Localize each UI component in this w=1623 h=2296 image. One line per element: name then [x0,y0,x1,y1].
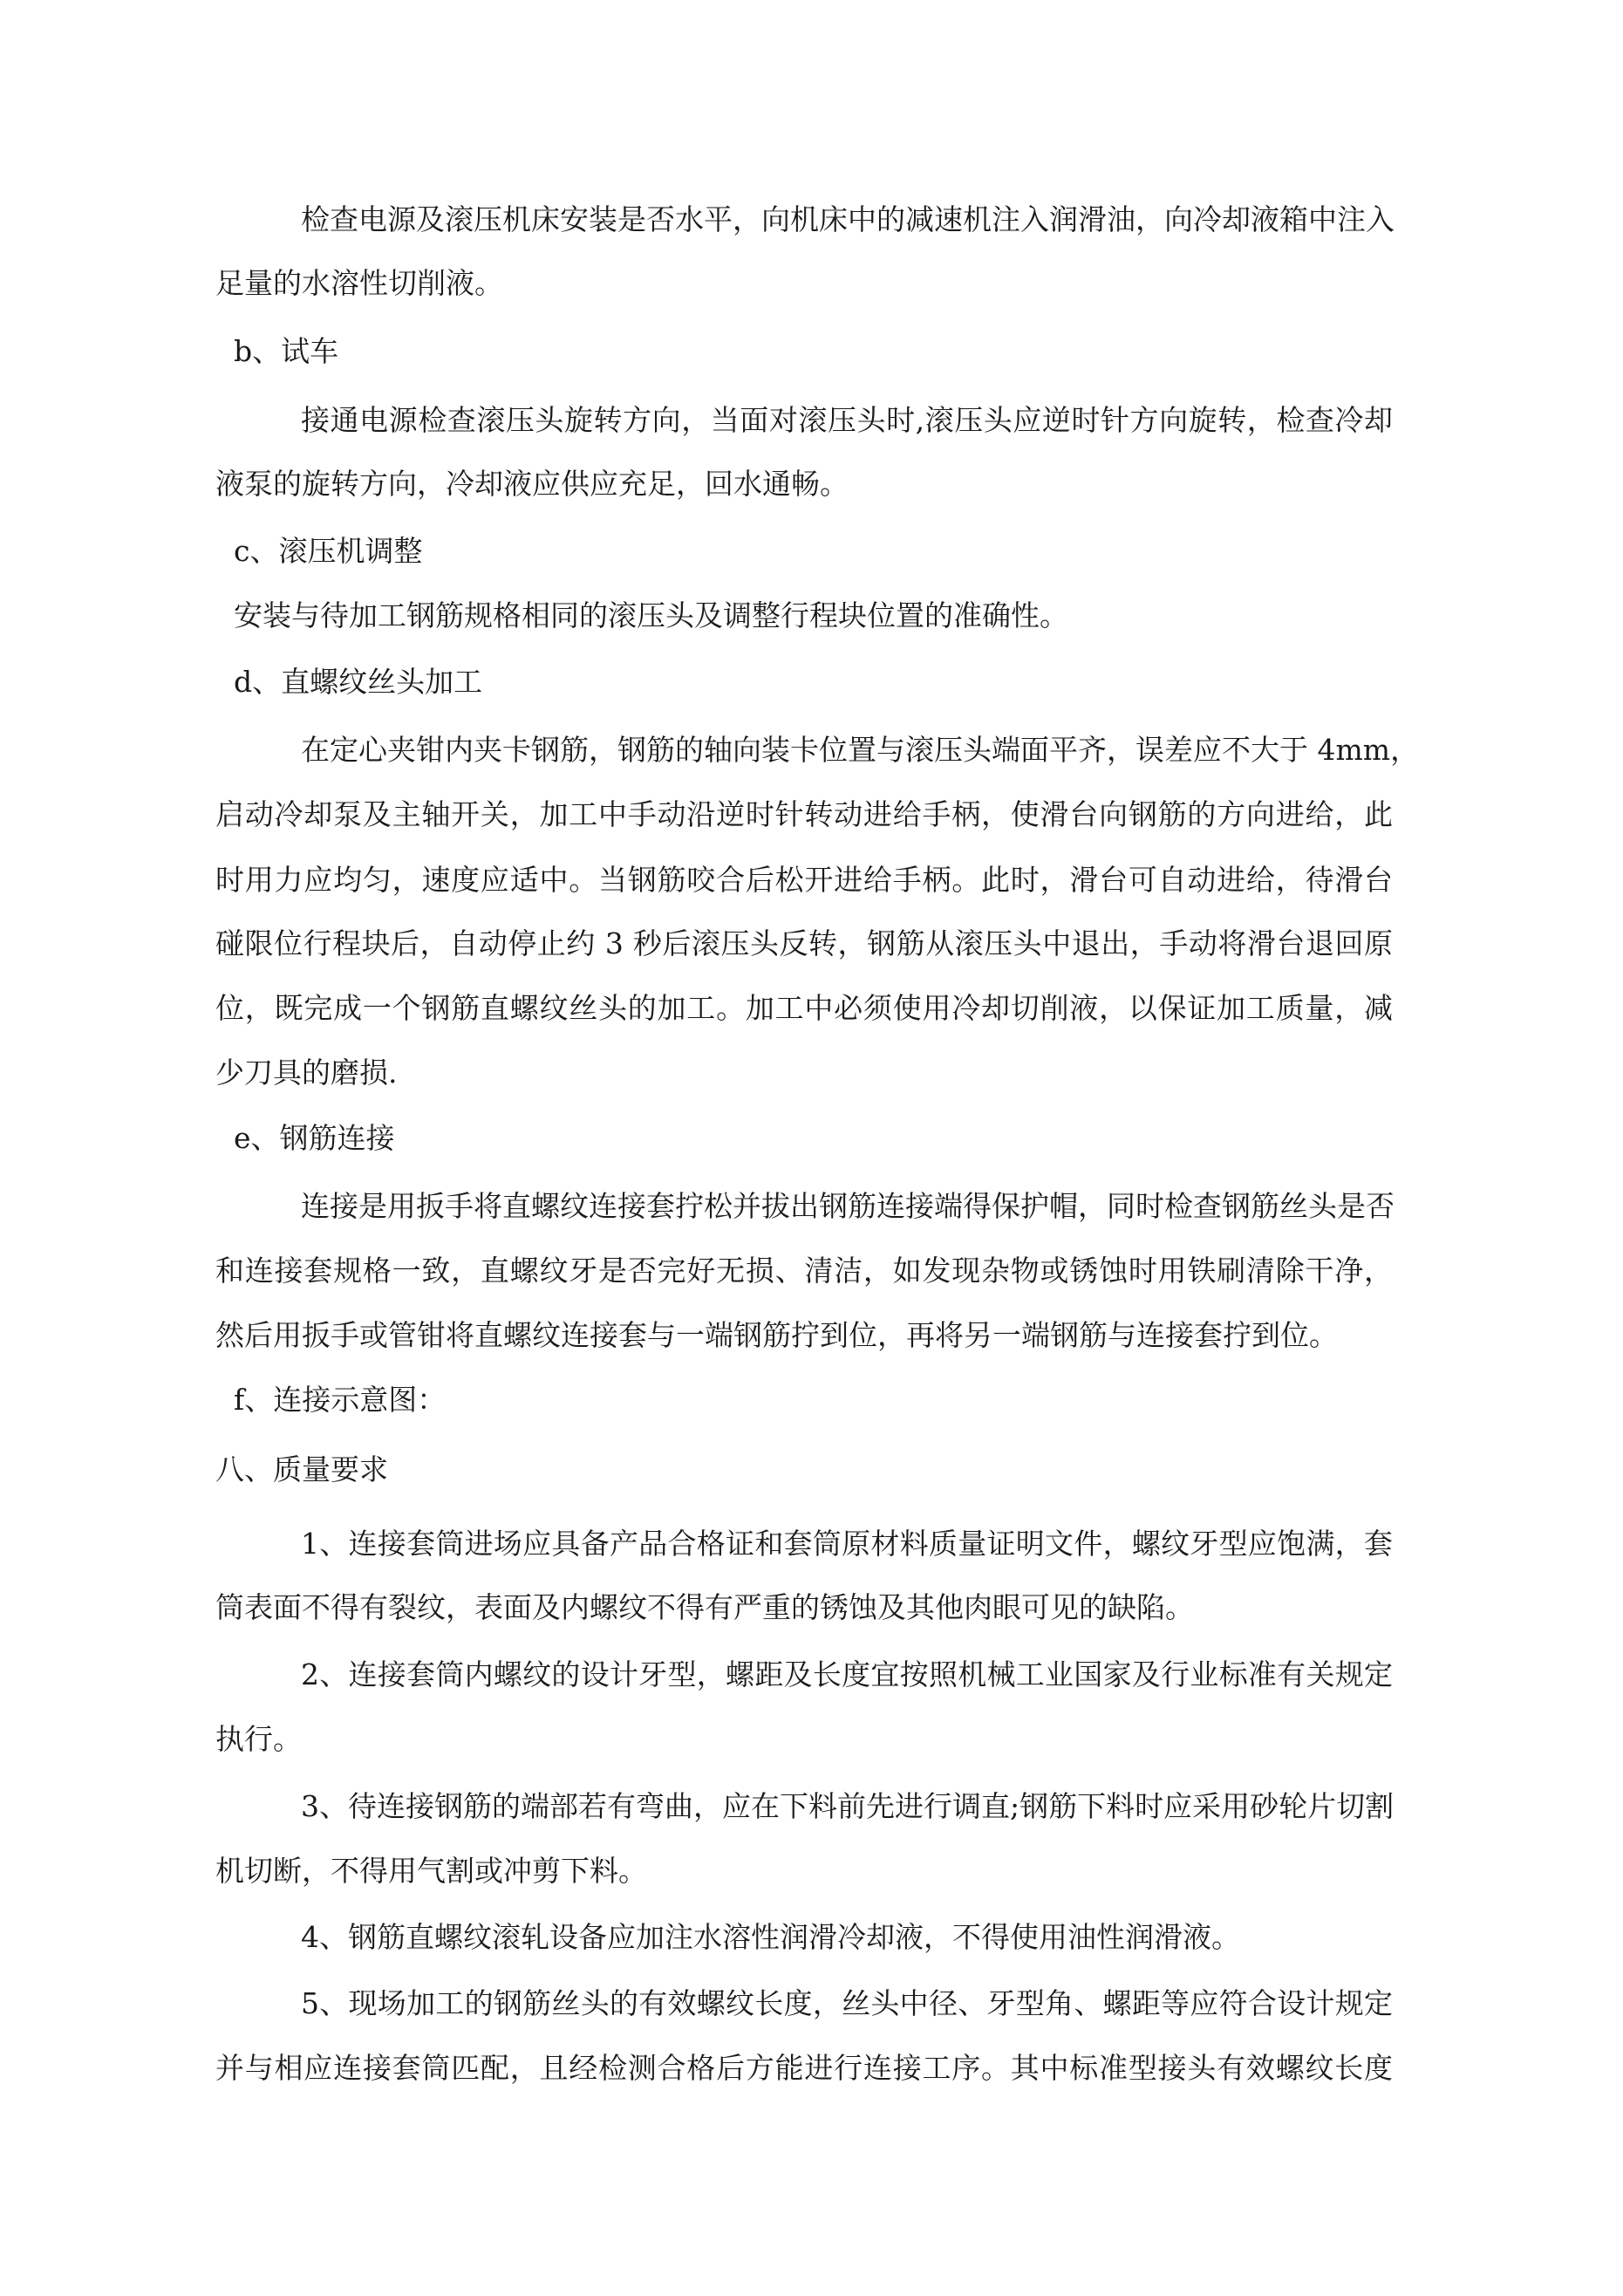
text-line: 安装与待加工钢筋规格相同的滚压头及调整行程块位置的准确性。 [234,598,1068,632]
text-line: 位，既完成一个钢筋直螺纹丝头的加工。加工中必须使用冷却切削液，以保证加工质量，减 [215,991,1393,1025]
section-heading: c、滚压机调整 [234,534,423,568]
text-line: 并与相应连接套筒匹配，且经检测合格后方能进行连接工序。其中标准型接头有效螺纹长度 [215,2051,1393,2085]
text-line: 筒表面不得有裂纹，表面及内螺纹不得有严重的锈蚀及其他肉眼可见的缺陷。 [215,1590,1194,1624]
text-line: 少刀具的磨损. [215,1056,398,1090]
text-line: 机切断，不得用气割或冲剪下料。 [215,1854,647,1888]
text-line: 在定心夹钳内夹卡钢筋，钢筋的轴向装卡位置与滚压头端面平齐，误差应不大于 4mm， [301,733,1420,767]
text-line: 2、连接套筒内螺纹的设计牙型，螺距及长度宜按照机械工业国家及行业标准有关规定 [301,1657,1393,1691]
section-heading: e、钢筋连接 [234,1121,395,1155]
text-line: 和连接套规格一致，直螺纹牙是否完好无损、清洁，如发现杂物或锈蚀时用铁刷清除干净， [215,1254,1393,1288]
section-heading: b、试车 [234,334,339,368]
text-line: 时用力应均匀，速度应适中。当钢筋咬合后松开进给手柄。此时，滑台可自动进给，待滑台 [215,863,1393,897]
text-line: 1、连接套筒进场应具备产品合格证和套筒原材料质量证明文件，螺纹牙型应饱满，套 [301,1527,1393,1561]
text-line: 接通电源检查滚压头旋转方向，当面对滚压头时,滚压头应逆时针方向旋转，检查冷却 [301,403,1393,437]
text-line: 检查电源及滚压机床安装是否水平，向机床中的减速机注入润滑油，向冷却液箱中注入 [301,202,1395,236]
section-heading: f、连接示意图： [234,1383,447,1417]
text-line: 液泵的旋转方向，冷却液应供应充足，回水通畅。 [215,467,849,501]
chapter-heading: 八、质量要求 [215,1452,388,1486]
text-line: 4、钢筋直螺纹滚轧设备应加注水溶性润滑冷却液，不得使用油性润滑液。 [301,1920,1240,1954]
text-line: 连接是用扳手将直螺纹连接套拧松并拔出钢筋连接端得保护帽，同时检查钢筋丝头是否 [301,1189,1395,1223]
text-line: 足量的水溶性切削液。 [215,266,503,300]
section-heading: d、直螺纹丝头加工 [234,665,483,699]
text-line: 5、现场加工的钢筋丝头的有效螺纹长度，丝头中径、牙型角、螺距等应符合设计规定 [301,1986,1393,2020]
text-line: 3、待连接钢筋的端部若有弯曲，应在下料前先进行调直;钢筋下料时应采用砂轮片切割 [301,1789,1395,1823]
text-line: 碰限位行程块后，自动停止约 3 秒后滚压头反转，钢筋从滚压头中退出，手动将滑台退回原 [215,926,1393,960]
text-line: 启动冷却泵及主轴开关，加工中手动沿逆时针转动进给手柄，使滑台向钢筋的方向进给，此 [215,797,1393,831]
text-line: 然后用扳手或管钳将直螺纹连接套与一端钢筋拧到位，再将另一端钢筋与连接套拧到位。 [215,1318,1338,1352]
text-line: 执行。 [215,1722,302,1756]
